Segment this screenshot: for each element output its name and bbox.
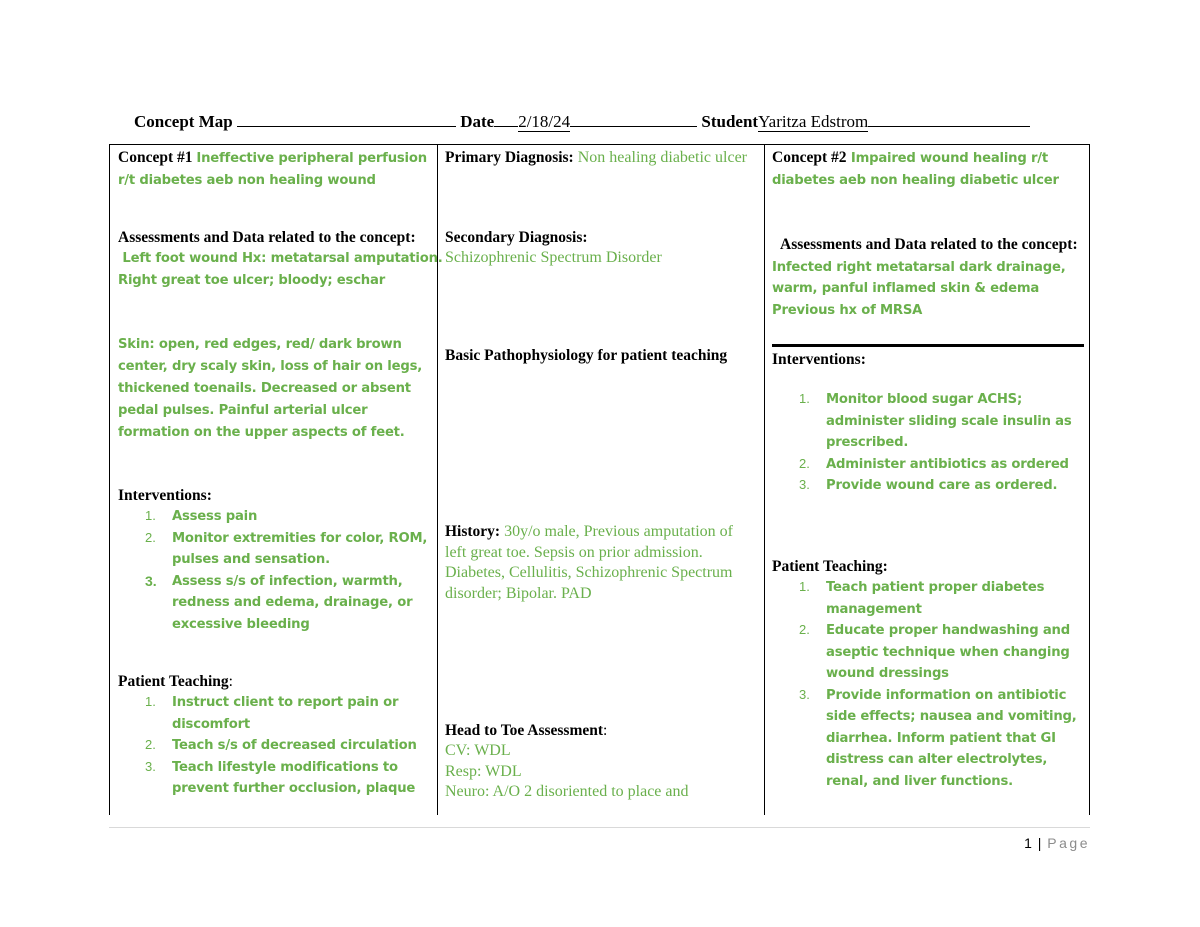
list-item bbox=[772, 620, 1086, 685]
concept-1-teaching-colon: : bbox=[228, 673, 233, 690]
concept-1-column bbox=[110, 145, 443, 815]
list-item-text: Teach lifestyle modifications to prevent further occlusion, plaque bbox=[172, 759, 416, 796]
concept-1-interventions bbox=[118, 486, 432, 635]
head-to-toe bbox=[445, 721, 757, 803]
concept-2-teaching bbox=[772, 557, 1086, 792]
header-line bbox=[134, 110, 1030, 132]
concept-2-assess-text: Infected right metatarsal dark drainage, warm, panful inflamed skin & edema bbox=[772, 259, 1066, 296]
list-item bbox=[118, 571, 432, 636]
list-item bbox=[118, 757, 432, 800]
list-item bbox=[772, 577, 1086, 620]
concept-2-interventions-list bbox=[772, 389, 1086, 497]
list-item-text: Educate proper handwashing and aseptic technique when changing wound dressings bbox=[826, 623, 1070, 681]
concept-1-assessments bbox=[118, 228, 443, 291]
concept-map-table bbox=[109, 144, 1090, 815]
page-footer bbox=[1024, 835, 1090, 851]
list-item bbox=[118, 528, 432, 571]
secondary-diagnosis-value: Schizophrenic Spectrum Disorder bbox=[445, 249, 662, 266]
concept-1-interventions-label: Interventions: bbox=[118, 487, 212, 504]
list-item-text: Teach s/s of decreased circulation bbox=[172, 738, 417, 753]
list-number: 2. bbox=[145, 737, 156, 752]
list-number: 1. bbox=[799, 391, 810, 406]
pathophysiology bbox=[445, 346, 745, 366]
list-item bbox=[118, 692, 432, 735]
concept-1-label: Concept #1 bbox=[118, 149, 193, 166]
student-value: Yaritza Edstrom bbox=[758, 112, 869, 131]
primary-diagnosis bbox=[445, 148, 757, 169]
list-item bbox=[118, 506, 432, 528]
list-number: 3. bbox=[145, 572, 157, 589]
concept-2-assess-label: Assessments and Data related to the concept: bbox=[780, 236, 1078, 253]
concept-2-prev-hx: Previous hx of MRSA bbox=[772, 302, 923, 318]
concept-1-assess-line1: Left foot wound Hx: metatarsal amputation. bbox=[118, 251, 443, 266]
neuro-line: Neuro: A/O 2 disoriented to place and bbox=[445, 783, 689, 800]
concept-1-assess-label: Assessments and Data related to the concept: bbox=[118, 229, 416, 246]
list-number: 1. bbox=[799, 579, 810, 594]
resp-line: Resp: WDL bbox=[445, 762, 522, 780]
head-to-toe-colon: : bbox=[603, 722, 608, 739]
cv-line: CV: WDL bbox=[445, 742, 511, 759]
list-item bbox=[772, 475, 1086, 497]
list-number: 2. bbox=[799, 455, 810, 471]
concept-2-text: Impaired wound healing r/t diabetes aeb non healing diabetic ulcer bbox=[772, 151, 1059, 188]
section-divider bbox=[772, 344, 1084, 347]
concept-2-teaching-list bbox=[772, 577, 1086, 792]
concept-map-blank bbox=[237, 110, 456, 127]
list-number: 1. bbox=[145, 508, 156, 523]
secondary-diagnosis-label: Secondary Diagnosis: bbox=[445, 229, 588, 246]
list-number: 2. bbox=[799, 622, 810, 637]
history-value: 30y/o male, Previous amputation of left great toe. Sepsis on prior admission. Diabetes, Cellulitis, Schizophrenic Spectrum disorder; Bipolar. PAD bbox=[445, 523, 733, 602]
list-item-text: Teach patient proper diabetes management bbox=[826, 580, 1045, 617]
concept-map-label: Concept Map bbox=[134, 112, 233, 131]
list-item-text: Monitor extremities for color, ROM, pulses and sensation. bbox=[172, 530, 428, 567]
list-item-text: Instruct client to report pain or discomfort bbox=[172, 695, 399, 732]
list-number: 3. bbox=[799, 477, 810, 492]
concept-1-assess-line2: Right great toe ulcer; bloody; eschar bbox=[118, 272, 386, 288]
concept-1-teaching-list bbox=[118, 692, 432, 800]
footer-divider bbox=[109, 827, 1090, 828]
list-item bbox=[772, 454, 1086, 476]
head-to-toe-label: Head to Toe Assessment bbox=[445, 722, 604, 739]
list-item-text: Provide information on antibiotic side effects; nausea and vomiting, diarrhea. Inform patient that GI distress can alter electrolytes, renal, and liver functions. bbox=[826, 687, 1077, 789]
list-item-text: Assess s/s of infection, warmth, redness and edema, drainage, or excessive bleeding bbox=[172, 573, 413, 632]
list-item bbox=[772, 389, 1086, 454]
concept-1-teaching-label: Patient Teaching bbox=[118, 673, 229, 690]
concept-2-teaching-label: Patient Teaching: bbox=[772, 558, 888, 575]
concept-2-column bbox=[764, 145, 1090, 815]
pathophysiology-label: Basic Pathophysiology for patient teaching bbox=[445, 347, 728, 364]
list-item bbox=[118, 735, 432, 757]
concept-2-assessments bbox=[772, 235, 1084, 321]
history-label: History: bbox=[445, 523, 501, 540]
concept-1-skin bbox=[118, 334, 432, 444]
primary-diagnosis-label: Primary Diagnosis: bbox=[445, 149, 574, 166]
list-number: 3. bbox=[799, 686, 810, 702]
date-blank-post bbox=[570, 110, 697, 127]
student-label: Student bbox=[701, 112, 759, 131]
secondary-diagnosis bbox=[445, 228, 757, 269]
date-blank-pre bbox=[494, 110, 518, 127]
list-number: 1. bbox=[145, 694, 156, 709]
concept-1-text: Ineffective peripheral perfusion r/t diabetes aeb non healing wound bbox=[118, 151, 427, 188]
diagnosis-column bbox=[437, 145, 765, 815]
concept-1-skin-text: Skin: open, red edges, red/ dark brown center, dry scaly skin, loss of hair on legs, thickened toenails. Decreased or absent pedal pulses. Painful arterial ulcer formation on the upper aspects of feet. bbox=[118, 337, 423, 440]
page-number: 1 bbox=[1024, 835, 1033, 851]
concept-2-block bbox=[772, 148, 1082, 191]
concept-2-interventions-label: Interventions: bbox=[772, 351, 866, 368]
date-value: 2/18/24 bbox=[518, 112, 571, 131]
concept-1-teaching bbox=[118, 672, 432, 800]
list-item bbox=[772, 685, 1086, 793]
page-word: Page bbox=[1047, 835, 1090, 851]
concept-1-block bbox=[118, 148, 430, 191]
student-blank bbox=[868, 110, 1030, 127]
list-number: 2. bbox=[145, 529, 156, 545]
concept-2-interventions bbox=[772, 350, 1086, 497]
list-number: 3. bbox=[145, 758, 156, 774]
list-item-text: Administer antibiotics as ordered bbox=[826, 456, 1069, 472]
date-label: Date bbox=[460, 112, 495, 131]
concept-1-teaching-heading bbox=[118, 672, 432, 692]
primary-diagnosis-value: Non healing diabetic ulcer bbox=[573, 149, 747, 166]
list-item-text: Assess pain bbox=[172, 509, 258, 524]
head-to-toe-heading bbox=[445, 721, 757, 741]
concept-2-label: Concept #2 bbox=[772, 149, 847, 166]
history bbox=[445, 522, 757, 604]
footer-separator: | bbox=[1037, 835, 1043, 851]
list-item-text: Provide wound care as ordered. bbox=[826, 478, 1058, 493]
concept-1-interventions-list bbox=[118, 506, 432, 635]
list-item-text: Monitor blood sugar ACHS; administer sliding scale insulin as prescribed. bbox=[826, 392, 1072, 450]
